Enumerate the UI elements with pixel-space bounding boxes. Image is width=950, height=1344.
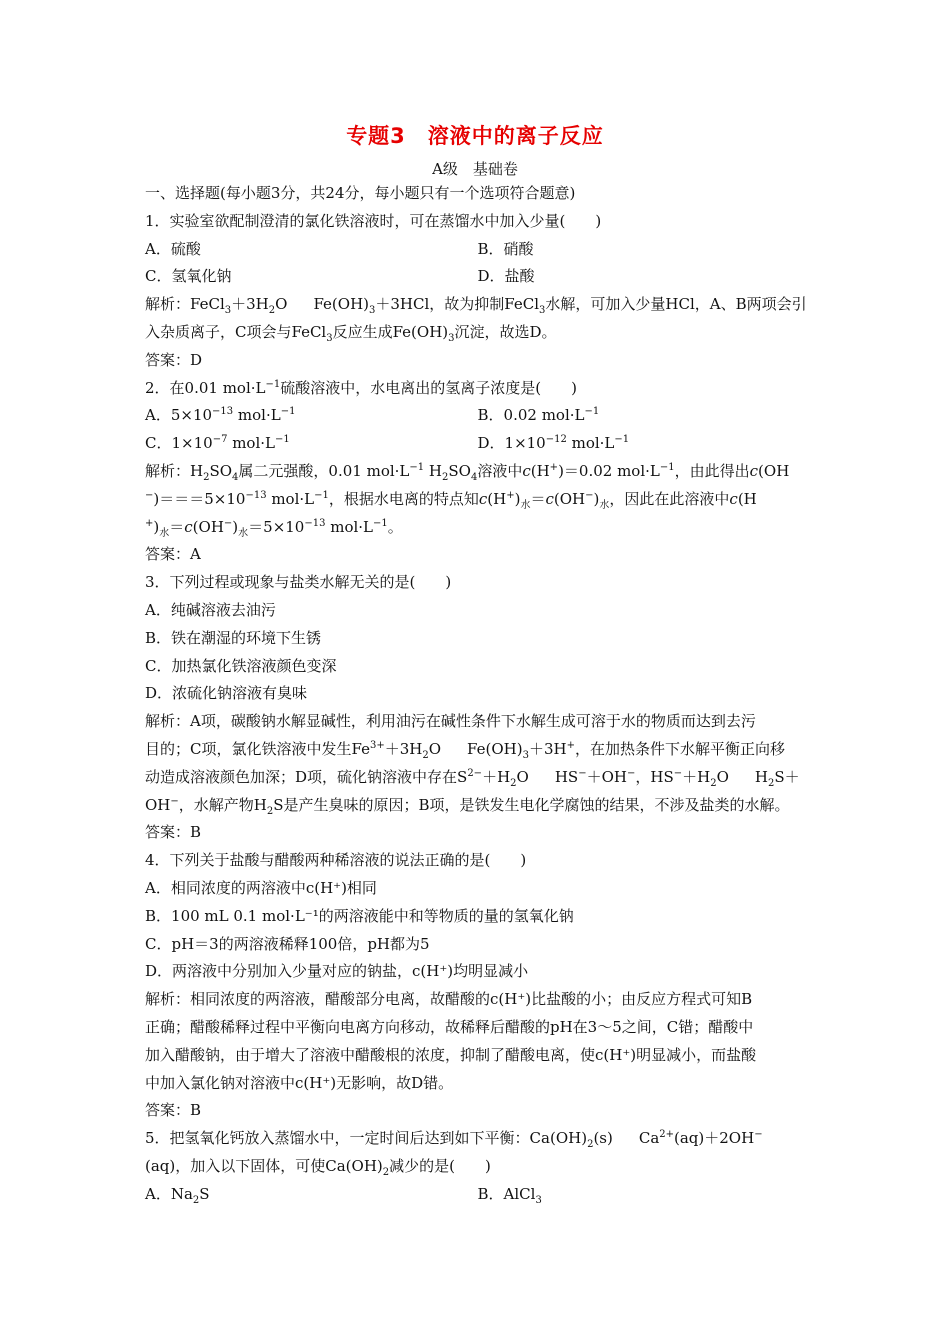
question-5-stem-line1: 5．把氢氧化钙放入蒸馏水中，一定时间后达到如下平衡：$Ca(OH)_2(s)$ $Ca^{2+}(aq)+2OH^-$	[145, 1129, 763, 1151]
question-5-options-row1	[145, 1181, 810, 1209]
question-5-stem-line2: (aq)，加入以下固体，可使$Ca(OH)_2$减少的是( )	[145, 1156, 491, 1178]
question-2-answer: 答案：A	[145, 545, 201, 564]
question-2-explanation-line3: $^+)_水=c(OH^-)_水=5\times 10^{-13}$ $mol\cdot L^{-1}$。	[145, 517, 403, 539]
question-4-explanation-line1: 解析：相同浓度的两溶液，醋酸部分电离，故醋酸的c(H⁺)比盐酸的小；由反应方程式可知B	[145, 990, 753, 1009]
option-d: D．两溶液中分别加入少量对应的钠盐，c(H⁺)均明显减小	[145, 962, 529, 981]
option-c: C．氢氧化钠	[145, 267, 232, 286]
question-1-stem: 1．实验室欲配制澄清的氯化铁溶液时，可在蒸馏水中加入少量( )	[145, 211, 602, 230]
option-c: C．pH＝3的两溶液稀释100倍，pH都为5	[145, 934, 430, 953]
option-b: B．铁在潮湿的环境下生锈	[145, 628, 322, 647]
question-2-explanation-line1: 解析：$H_2SO_4$属二元强酸，0.01 $mol\cdot L^{-1}$ $H_2SO_4$溶液中c(H+)＝0.02 $mol\cdot L^{-1}$，由此得出c(OH	[145, 461, 790, 483]
question-1-answer: 答案：D	[145, 350, 203, 369]
option-b: B．100 mL 0.1 mol·L⁻¹的两溶液能中和等物质的量的氢氧化钠	[145, 906, 574, 925]
question-3-answer: 答案：B	[145, 823, 202, 842]
option-a: A．纯碱溶液去油污	[145, 600, 276, 619]
question-2-options-row1	[145, 402, 810, 430]
question-3-explanation-line2: 目的；C项，氯化铁溶液中发生$Fe^{3+}+3H_2O$ $Fe(OH)_3+3H^+$，在加热条件下水解平衡正向移	[145, 739, 785, 761]
page-title: 专题3 溶液中的离子反应	[346, 124, 604, 148]
option-a: A．$5\times 10^{-13}$ $mol\cdot L^{-1}$	[145, 406, 296, 425]
question-1-options-row1	[145, 236, 810, 264]
question-3-stem: 3．下列过程或现象与盐类水解无关的是( )	[145, 573, 452, 592]
question-1-explanation-line2: 入杂质离子，C项会与FeCl$_3$反应生成$Fe(OH)_3$沉淀，故选D。	[145, 322, 557, 344]
question-4-answer: 答案：B	[145, 1101, 202, 1120]
option-c: C．加热氯化铁溶液颜色变深	[145, 656, 337, 675]
option-b: B．0.02 $mol\cdot L^{-1}$	[477, 406, 600, 425]
question-2-stem: 2．在0.01 $mol\cdot L^{-1}$硫酸溶液中，水电离出的氢离子浓度是( )	[145, 378, 577, 397]
question-3-explanation-line3: 动造成溶液颜色加深；D项，硫化钠溶液中存在$S^{2-}+H_2O$ HS−＋OH−，$HS^-+H_2O$ $H_2S+$	[145, 767, 800, 789]
question-2-options-row2	[145, 430, 810, 458]
question-1-options-row2	[145, 263, 810, 291]
question-4-explanation-line3: 加入醋酸钠，由于增大了溶液中醋酸根的浓度，抑制了醋酸电离，使c(H⁺)明显减小，而盐酸	[145, 1045, 757, 1064]
question-4-explanation-line4: 中加入氯化钠对溶液中c(H⁺)无影响，故D错。	[145, 1073, 454, 1092]
question-1-explanation-line1: 解析：$FeCl_3+3H_2O$ $Fe(OH)_3+3HCl$，故为抑制FeCl$_3$水解，可加入少量HCl，A、B两项会引	[145, 295, 807, 317]
option-d: D．浓硫化钠溶液有臭味	[145, 684, 308, 703]
option-b: B．硝酸	[477, 239, 534, 258]
option-d: D．$1\times 10^{-12}$ $mol\cdot L^{-1}$	[477, 434, 630, 453]
option-a: A．$Na_2S$	[145, 1184, 210, 1206]
question-3-explanation-line4: OH−，水解产物$H_2S$是产生臭味的原因；B项，是铁发生电化学腐蚀的结果，不涉及盐类的水解。	[145, 795, 790, 817]
explanation-label: 解析：	[145, 295, 191, 314]
section-heading: 一、选择题(每小题3分，共24分，每小题只有一个选项符合题意)	[145, 184, 576, 202]
question-3-explanation-line1: 解析：A项，碳酸钠水解显碱性，利用油污在碱性条件下水解生成可溶于水的物质而达到去污	[145, 712, 756, 731]
option-a: A．硫酸	[145, 239, 201, 258]
option-d: D．盐酸	[477, 267, 535, 286]
question-4-explanation-line2: 正确；醋酸稀释过程中平衡向电离方向移动，故稀释后醋酸的pH在3～5之间，C错；醋酸中	[145, 1017, 754, 1036]
option-b: B．AlCl$_3$	[477, 1184, 542, 1206]
question-4-stem: 4．下列关于盐酸与醋酸两种稀溶液的说法正确的是( )	[145, 851, 527, 870]
page-subtitle: A级 基础卷	[432, 160, 518, 178]
option-c: C．$1\times 10^{-7}$ $mol\cdot L^{-1}$	[145, 434, 290, 453]
question-2-explanation-line2: $^-)===5\times 10^{-13}$ $mol\cdot L^{-1}$，根据水电离的特点知$c(H^+)_水=c(OH^-)_水$，因此在此溶液中c(H	[145, 489, 757, 511]
option-a: A．相同浓度的两溶液中c(H⁺)相同	[145, 878, 377, 897]
question-content	[145, 180, 810, 1208]
